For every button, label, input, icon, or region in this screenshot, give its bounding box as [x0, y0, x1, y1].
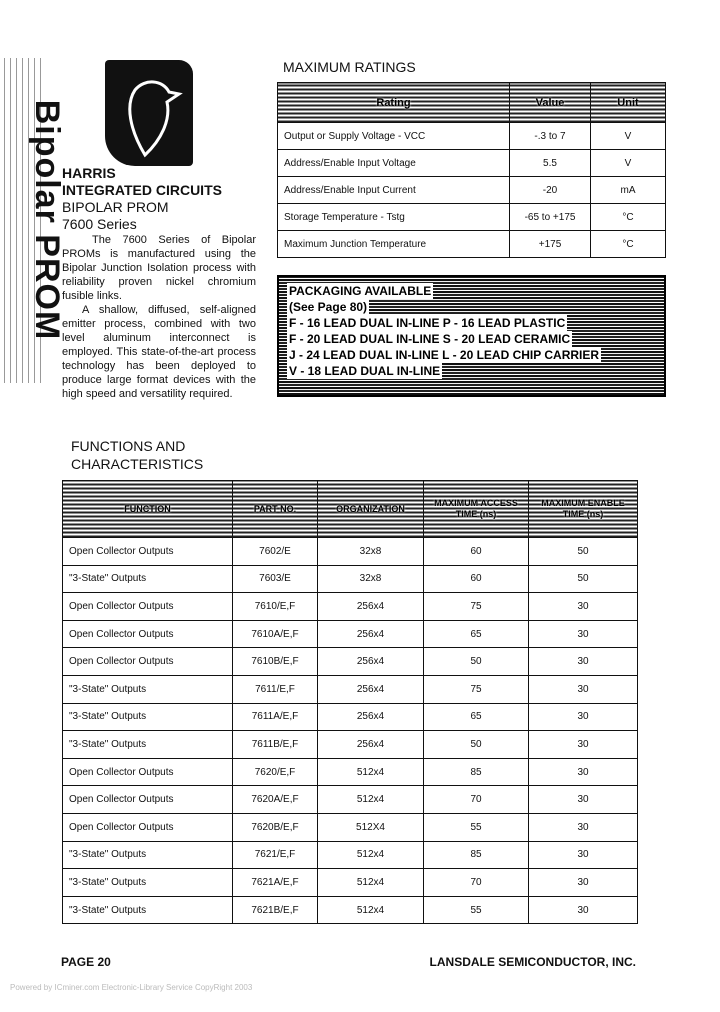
header-access-time: MAXIMUM ACCESS TIME (ns)	[424, 481, 529, 538]
table-row	[63, 620, 638, 648]
table-row	[63, 786, 638, 814]
table-cell: 65	[424, 620, 529, 648]
powered-by-note: Powered by ICminer.com Electronic-Library Service CopyRight 2003	[10, 983, 253, 992]
table-cell: V	[591, 123, 666, 150]
packaging-line: V - 18 LEAD DUAL IN-LINE	[289, 364, 441, 378]
table-cell: 30	[529, 841, 638, 869]
intro-paragraph: The 7600 Series of Bipolar PROMs is manufactured using the Bipolar Junction Isolation process with reliability proven nickel chromium fusible links.	[62, 234, 256, 302]
table-cell: -.3 to 7	[510, 123, 591, 150]
table-cell: 30	[529, 620, 638, 648]
table-cell: 7621/E,F	[233, 841, 318, 869]
table-cell: Storage Temperature - Tstg	[278, 204, 510, 231]
table-cell: "3-State" Outputs	[63, 675, 233, 703]
packaging-line: F - 20 LEAD DUAL IN-LINE S - 20 LEAD CERAMIC	[289, 332, 571, 346]
table-cell: -20	[510, 177, 591, 204]
table-cell: 30	[529, 896, 638, 924]
table-row	[63, 703, 638, 731]
table-cell: 55	[424, 896, 529, 924]
table-cell: 30	[529, 648, 638, 676]
table-row	[63, 648, 638, 676]
table-cell: 256x4	[318, 731, 424, 759]
header-enable-time: MAXIMUM ENABLE TIME (ns)	[529, 481, 638, 538]
table-cell: 32x8	[318, 565, 424, 593]
table-cell: 512x4	[318, 758, 424, 786]
table-row	[63, 758, 638, 786]
packaging-line: J - 24 LEAD DUAL IN-LINE L - 20 LEAD CHIP CARRIER	[289, 348, 600, 362]
table-cell: Address/Enable Input Current	[278, 177, 510, 204]
table-cell: 30	[529, 703, 638, 731]
max-ratings-title: MAXIMUM RATINGS	[283, 59, 416, 75]
functions-title	[71, 437, 203, 473]
table-cell: 30	[529, 758, 638, 786]
header-rating: Rating	[278, 83, 510, 123]
header-organization: ORGANIZATION	[318, 481, 424, 538]
table-cell: 30	[529, 786, 638, 814]
packaging-note: (See Page 80)	[289, 300, 368, 314]
page-number: PAGE 20	[61, 955, 111, 969]
table-cell: Open Collector Outputs	[63, 620, 233, 648]
table-cell: 30	[529, 675, 638, 703]
table-cell: °C	[591, 204, 666, 231]
table-cell: 85	[424, 758, 529, 786]
table-row	[63, 675, 638, 703]
table-cell: 256x4	[318, 703, 424, 731]
table-cell: 50	[529, 538, 638, 566]
table-row	[278, 177, 666, 204]
table-cell: "3-State" Outputs	[63, 731, 233, 759]
header-function: FUNCTION	[63, 481, 233, 538]
table-cell: -65 to +175	[510, 204, 591, 231]
table-row	[278, 204, 666, 231]
table-cell: 7621B/E,F	[233, 896, 318, 924]
table-row	[63, 813, 638, 841]
table-cell: 85	[424, 841, 529, 869]
table-cell: Open Collector Outputs	[63, 813, 233, 841]
table-cell: 60	[424, 565, 529, 593]
table-cell: 65	[424, 703, 529, 731]
table-cell: 7602/E	[233, 538, 318, 566]
table-cell: 7621A/E,F	[233, 869, 318, 897]
table-cell: "3-State" Outputs	[63, 869, 233, 897]
table-cell: 256x4	[318, 675, 424, 703]
company-name: HARRIS	[62, 165, 116, 181]
packaging-box	[277, 275, 666, 397]
functions-title-line: CHARACTERISTICS	[71, 456, 204, 472]
table-cell: Output or Supply Voltage - VCC	[278, 123, 510, 150]
table-cell: 75	[424, 675, 529, 703]
functions-table	[62, 480, 638, 924]
table-cell: 50	[424, 648, 529, 676]
table-row	[63, 593, 638, 621]
table-cell: 7610A/E,F	[233, 620, 318, 648]
company-division: INTEGRATED CIRCUITS	[62, 182, 222, 198]
table-cell: 30	[529, 869, 638, 897]
table-cell: "3-State" Outputs	[63, 896, 233, 924]
table-cell: 32x8	[318, 538, 424, 566]
table-cell: 7620/E,F	[233, 758, 318, 786]
table-cell: "3-State" Outputs	[63, 703, 233, 731]
series-title: 7600 Series	[62, 216, 137, 232]
header-unit: Unit	[591, 83, 666, 123]
functions-title-line: FUNCTIONS AND	[71, 438, 186, 454]
table-cell: Open Collector Outputs	[63, 786, 233, 814]
table-cell: 7610/E,F	[233, 593, 318, 621]
side-title: Bipolar PROM	[28, 99, 66, 341]
table-row	[278, 150, 666, 177]
table-row	[278, 123, 666, 150]
table-cell: 70	[424, 869, 529, 897]
table-cell: Open Collector Outputs	[63, 593, 233, 621]
table-cell: 55	[424, 813, 529, 841]
product-title: BIPOLAR PROM	[62, 199, 169, 215]
table-cell: 50	[424, 731, 529, 759]
table-cell: mA	[591, 177, 666, 204]
table-cell: Open Collector Outputs	[63, 538, 233, 566]
table-cell: 50	[529, 565, 638, 593]
table-cell: 30	[529, 731, 638, 759]
table-row	[63, 538, 638, 566]
table-cell: 7611B/E,F	[233, 731, 318, 759]
table-cell: Maximum Junction Temperature	[278, 231, 510, 258]
table-cell: 7610B/E,F	[233, 648, 318, 676]
table-cell: 512x4	[318, 869, 424, 897]
table-cell: 7620A/E,F	[233, 786, 318, 814]
table-cell: 7611/E,F	[233, 675, 318, 703]
table-cell: Address/Enable Input Voltage	[278, 150, 510, 177]
table-cell: 512x4	[318, 786, 424, 814]
intro-column	[62, 165, 256, 401]
table-row	[278, 231, 666, 258]
table-cell: 256x4	[318, 593, 424, 621]
table-cell: 30	[529, 593, 638, 621]
table-row	[63, 841, 638, 869]
table-row	[63, 896, 638, 924]
table-cell: 7611A/E,F	[233, 703, 318, 731]
table-cell: 512x4	[318, 841, 424, 869]
table-cell: 75	[424, 593, 529, 621]
header-part-no: PART NO.	[233, 481, 318, 538]
table-cell: 256x4	[318, 648, 424, 676]
table-cell: Open Collector Outputs	[63, 758, 233, 786]
table-row	[63, 731, 638, 759]
table-cell: °C	[591, 231, 666, 258]
table-cell: 7620B/E,F	[233, 813, 318, 841]
max-ratings-table	[277, 82, 666, 258]
table-cell: 7603/E	[233, 565, 318, 593]
table-cell: Open Collector Outputs	[63, 648, 233, 676]
harris-eagle-logo	[105, 60, 193, 166]
packaging-title: PACKAGING AVAILABLE	[289, 284, 432, 298]
table-cell: V	[591, 150, 666, 177]
table-cell: 256x4	[318, 620, 424, 648]
table-cell: "3-State" Outputs	[63, 565, 233, 593]
table-row	[63, 869, 638, 897]
table-cell: "3-State" Outputs	[63, 841, 233, 869]
packaging-line: F - 16 LEAD DUAL IN-LINE P - 16 LEAD PLASTIC	[289, 316, 566, 330]
intro-paragraph: A shallow, diffused, self-aligned emitter process, combined with two level aluminum interconnect is employed. This state-of-the-art process technology has been deployed to produce large format devices with the high speed and versatility required.	[62, 304, 256, 400]
table-cell: 512x4	[318, 896, 424, 924]
table-row	[63, 565, 638, 593]
table-cell: 70	[424, 786, 529, 814]
publisher-name: LANSDALE SEMICONDUCTOR, INC.	[429, 955, 636, 969]
header-value: Value	[510, 83, 591, 123]
table-cell: 512X4	[318, 813, 424, 841]
table-cell: +175	[510, 231, 591, 258]
table-cell: 60	[424, 538, 529, 566]
table-cell: 5.5	[510, 150, 591, 177]
table-cell: 30	[529, 813, 638, 841]
